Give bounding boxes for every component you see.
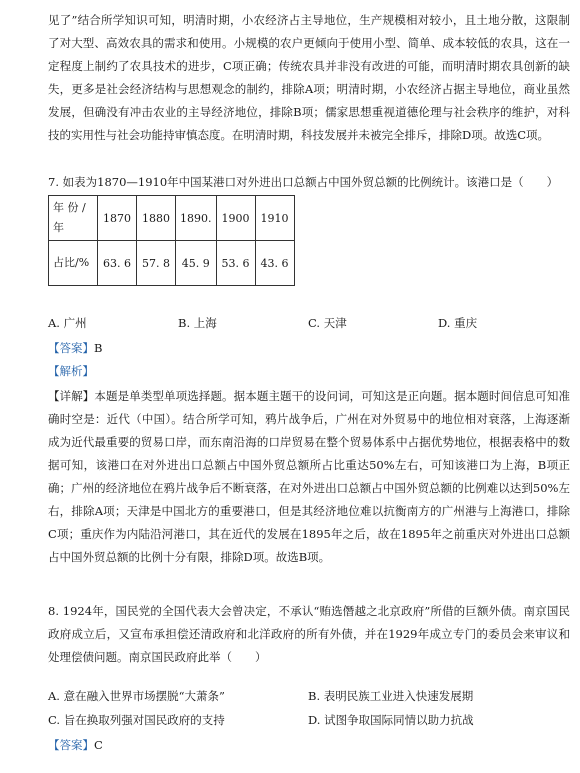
question-7-options: [48, 315, 570, 335]
question-8-answer: [48, 737, 103, 753]
option-b: B. 表明民族工业进入快速发展期: [308, 689, 474, 703]
table-header-ratio: 占比/%: [49, 241, 98, 286]
question-7-answer: [48, 340, 102, 356]
option-b: B. 上海: [178, 316, 217, 330]
table-header-year: 年 份 /年: [49, 196, 98, 241]
question-7-stem: 7. 如表为1870—1910年中国某港口对外进出口总额占中国外贸总额的比例统计。该港口是（ ）: [48, 175, 559, 189]
port-ratio-table: [48, 195, 295, 286]
table-cell-ratio: 63. 6: [98, 241, 137, 286]
detail-label: 【详解】: [48, 389, 95, 403]
table-cell-year: 1910: [255, 196, 294, 241]
option-c: C. 天津: [308, 316, 347, 330]
table-cell-ratio: 43. 6: [255, 241, 294, 286]
option-a: A. 广州: [48, 316, 87, 330]
answer-value: B: [94, 341, 103, 355]
table-cell-ratio: 57. 8: [137, 241, 176, 286]
table-cell-year: 1900: [216, 196, 255, 241]
table-cell-year: 1880: [137, 196, 176, 241]
option-a: A. 意在融入世界市场摆脱“大萧条”: [48, 689, 225, 703]
table-cell-year: 1870: [98, 196, 137, 241]
question-7-detail: [48, 385, 570, 569]
option-d: D. 重庆: [438, 316, 478, 330]
table-cell-ratio: 53. 6: [216, 241, 255, 286]
detail-text: 本题是单类型单项选择题。据本题主题干的设问词，可知这是正向题。据本题时间信息可知准确时空是：近代（中国）。结合所学可知，鸦片战争后，广州在对外贸易中的地位相对衰落，上海逐渐成为近代最重要的贸易口岸，而东南沿海的口岸贸易在整个贸易体系中占据优势地位，根据表格中的数据可知，该港口在对外进出口总额占中国外贸总额所占比重达50%左右，可知该港口为上海，B项正确；广州的经济地位在鸦片战争后不断衰落，在对外进出口总额占中国外贸总额的比例难以达到50%左右，排除A项；天津是中国北方的重要港口，但是其经济地位难以抗衡南方的广州港与上海港口，排除C项；重庆作为内陆沿河港口，其在近代的发展在1895年之后，故在1895年之前重庆对外进出口总额占中国外贸总额的比例十分有限，排除D项。故选B项。: [48, 389, 571, 564]
answer-label: 【答案】: [48, 738, 94, 752]
question-8-options-row1: [48, 688, 570, 708]
answer-value: C: [94, 738, 103, 752]
analysis-label: 【解析】: [48, 364, 94, 378]
option-c: C. 旨在换取列强对国民政府的支持: [48, 713, 225, 727]
option-d: D. 试图争取国际同情以助力抗战: [308, 713, 474, 727]
intro-paragraph: 见了”结合所学知识可知，明清时期，小农经济占主导地位，生产规模相对较小，且土地分散，这限制了对大型、高效农具的需求和使用。小规模的农户更倾向于使用小型、简单、成本较低的农具，这在一定程度上制约了农具技术的进步，C项正确；传统农具并非没有改进的可能，而明清时期农具创新的缺失，更多是社会经济结构与思想观念的制约，排除A项；明清时期，小农经济占据主导地位，商业虽然发展，但确没有冲击农业的主导经济地位，排除B项；儒家思想重视道德伦理与社会秩序的维护，对科技的实用性与社会功能持审慎态度。在明清时期，科技发展并未被完全排斥，排除D项。故选C项。: [48, 13, 570, 142]
table-row: [49, 241, 295, 286]
table-row: [49, 196, 295, 241]
answer-label: 【答案】: [48, 341, 94, 355]
table-cell-ratio: 45. 9: [176, 241, 217, 286]
question-8-options-row2: [48, 712, 570, 732]
table-cell-year: 1890.: [176, 196, 217, 241]
question-8-stem: 8. 1924年，国民党的全国代表大会曾决定，不承认“贿选僭越之北京政府”所借的巨额外债。南京国民政府成立后，又宣布承担偿还清政府和北洋政府的所有外债，并在1929年成立专门的委员会来审议和处理偿债问题。南京国民政府此举（ ）: [48, 604, 570, 664]
